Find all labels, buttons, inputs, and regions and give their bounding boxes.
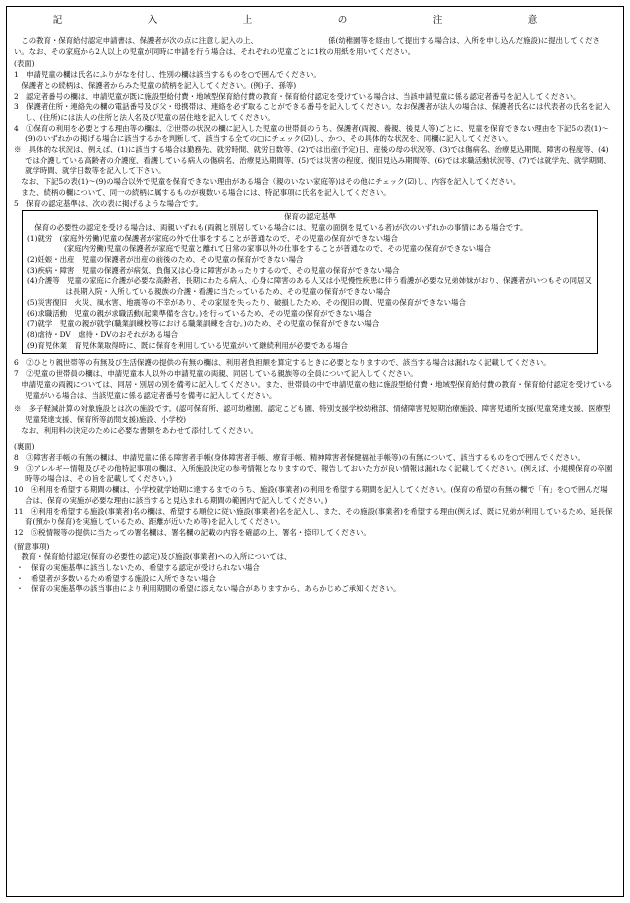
note-item-6: 6 ②ひとり親世帯等の有無及び生活保護の提供の有無の欄は、利用者負担額を算定するときに必要となりますので、該当する場合は漏れなく記載してください。 — [14, 358, 551, 368]
criteria-row-1b: (家庭内労働)児童の保護者が家庭で児童と離れて日常の家事以外の仕事をすることが普通なので、その児童の保育ができない場合 — [27, 244, 491, 254]
caution-item-3: ・ 保育の実施基準の該当事由により利用期間の希望に添えない場合がありますから、あらかじめご承知ください。 — [16, 584, 401, 594]
criteria-row-9: (9)育児休業 育児休業取得時に、既に保育を利用している児童がいて継続利用が必要である場合 — [27, 340, 348, 350]
criteria-lead: 保育の必要性の認定を受ける場合は、両親いずれも(両親と別居している場合には、児童の面倒を見ている者)が次のいずれかの事情にある場合です。 — [34, 222, 528, 232]
criteria-row-4: (4)介護等 児童の家庭に介護が必要な高齢者、長期にわたる病人、心身に障害のある人又は小児慢性疾患に伴う看護が必要な兄弟姉妹がおり、保護者がいつもその同居又は長期入院・入所している親族の介護・看護に当たっているため、その児童の保育ができない場合 — [27, 276, 592, 297]
criteria-table-title: 保育の認定基準 — [284, 212, 336, 222]
note-item-1: 1 申請児童の欄は氏名にふりがなを付し、性別の欄は該当するものを○で囲んでください。 — [14, 70, 321, 80]
multi-child-note-sub: なお、利用料の決定のために必要な書類をあわせて添付してください。 — [14, 425, 258, 435]
criteria-row-7: (7)就学 児童の親が就学(職業訓練校等における職業訓練を含む。)のため、その児童の保育ができない場合 — [27, 319, 380, 329]
note-item-4-relation: また、続柄の欄について、同一の続柄に属するものが複数いる場合には、特記事項に氏名を記入してください。 — [14, 187, 391, 197]
criteria-row-3: (3)疾病・障害 児童の保護者が病気、負傷又は心身に障害があったりするので、その児童の保育ができない場合 — [27, 265, 400, 275]
note-item-4-other: なお、下記5の表(1)～(9)の場合以外で児童を保育できない理由がある場合（親のいない家庭等)はその他にチェック(☑)し、内容を記入してください。 — [14, 177, 521, 187]
note-item-10: 10 ④利用を希望する期間の欄は、小学校就学始期に達するまでのうち、施設(事業者)の利用を希望する期間を記入してください。(保育の希望の有無の欄で「有」を○で囲んだ場合は、保育の実施が必要な理由に該当すると見込まれる期間の範囲内で記入してください。) — [14, 485, 608, 505]
caution-lead: 教育・保育給付認定(保育の必要性の認定)及び施設(事業者)への入所については、 — [14, 552, 292, 562]
front-section-label: (表面) — [14, 59, 35, 69]
note-item-8: 8 ③障害者手帳の有無の欄は、申請児童に係る障害者手帳(身体障害者手帳、療育手帳、精神障害者保健福祉手帳等)の有無について、該当するものを○で囲んでください。 — [14, 453, 585, 463]
criteria-row-8: (8)虐待・DV 虐待・DVのおそれがある場合 — [27, 329, 178, 339]
criteria-row-1a: (1)就労 (家庭外労働)児童の保護者が家庭の外で仕事をすることが普通なので、その児童の保育ができない場合 — [27, 233, 398, 243]
note-item-11: 11 ④利用を希望する施設(事業者)名の欄は、希望する順位に従い施設(事業者)名を記入し、また、その施設(事業者)を希望する理由(例えば、既に兄弟が利用しているため、延長保育(預かり保育)を実施しているため、距離が近いため等)を記入してください。 — [14, 506, 613, 527]
note-item-7-sub: 申請児童の両親については、同居・別居の別を備考に記入してください。また、世帯員の中で申請児童の他に施設型給付費・地域型保育給付費の教育・保育給付認定を受けている児童がいる場合は、当該児童に係る認定者番号を備考に記入してください。 — [14, 379, 613, 400]
intro-paragraph: この教育・保育給付認定申請書は、保護者が次の点に注意し記入の上、 係(幼稚園等を経由して提出する場合は、入所を申し込んだ施設)に提出してください。なお、その家庭から2人以上の児童が同時に申請を行う場合は、それぞれの児童ごとに1枚の用紙を用いてください。 — [14, 36, 600, 56]
note-item-12: 12 ⑤税情報等の提供に当たっての署名欄は、署名欄の記載の内容を確認の上、署名・捺印してください。 — [14, 527, 371, 537]
note-item-7: 7 ②児童の世帯員の欄は、申請児童本人以外の申請児童の両親、同居している親族等の全員について記入してください。 — [14, 369, 418, 379]
instructions-content — [14, 12, 614, 595]
caution-label: (留意事項) — [14, 541, 50, 551]
multi-child-note: ※ 多子軽減計算の対象施設とは次の施設です。(認可保育所、認可幼稚園、認定こども園、特別支援学校幼稚部、情緒障害児短期治療施設、障害児通所支援(児童発達支援、医療型児童発達支援、保育所等訪問支援)施設、小学校) — [14, 404, 611, 424]
note-item-5: 5 保育の認定基準は、次の表に掲げるような場合です。 — [14, 198, 203, 208]
criteria-row-6: (6)求職活動 児童の親が求職活動(起業準備を含む。)を行っているため、その児童の保育ができない場合 — [27, 308, 372, 318]
caution-item-1: ・ 保育の実施基準に該当しないため、希望する認定が受けられない場合 — [16, 563, 260, 573]
note-item-4-remark: ※ 具体的な状況は、例えば、(1)に該当する場合は勤務先、就労時間、就労日数等、(2)では出産(予定)日、産後の母の状況等、(3)では傷病名、治療見込期間、障害の程度等、(4)では介護している高齢者の介護度、看護している病人の傷病名、治療見込期間等、(5)では災害の程度、復旧見込み期間等、(6)では求職活動状況等、(7)では就学先、就学期間、就学時間、就学日数等を記入して下さい。 — [14, 145, 611, 176]
caution-item-2: ・ 希望者が多数いるため希望する施設に入所できない場合 — [16, 573, 216, 583]
note-item-3: 3 保護者住所・連絡先の欄の電話番号及び父・母携帯は、連絡を必ず取ることができる番号を記入してください。なお保護者が法人の場合は、保護者氏名には代表者の氏名を記入し、(住所)には法人の住所と法人名及び児童の居住地を記入してください。 — [14, 102, 610, 122]
note-item-1-sub: 保護者との続柄は、保護者からみた児童の続柄を記入してください。(例)子、孫等) — [14, 80, 297, 90]
note-item-9: 9 ③アレルギー情報及びその他特記事項の欄は、入所施設決定の参考情報となりますので、報告しておいた方が良い情報は漏れなく記載してください。(例えば、小規模保育の卒園時等の場合は、その旨を記載してください。) — [14, 463, 613, 484]
note-item-4: 4 ①保育の利用を必要とする理由等の欄は、②世帯の状況の欄に記入した児童の世帯員のうち、保護者(両親、養親、後見人等)ごとに、児童を保育できない理由を下記5の表(1)～(9)のいずれかの掲げる場合に該当するかを判断して、該当する全ての□にチェック(☑)し、かつ、その具体的な状況を、同欄に記入してください。 — [14, 123, 609, 144]
page-title: 記 入 上 の 注 意 — [52, 15, 576, 26]
criteria-row-5: (5)災害復旧 火災、風水害、地震等の不幸があり、その家屋を失ったり、破損したため、その復旧の間、児童の保育ができない場合 — [27, 297, 466, 307]
criteria-table — [22, 210, 598, 354]
criteria-row-2: (2)妊娠・出産 児童の保護者が出産の前後のため、その児童の保育ができない場合 — [27, 255, 304, 265]
note-item-2: 2 認定者番号の欄は、申請児童が既に施設型給付費・地域型保育給付費の教育・保育給付認定を受けている場合は、当該申請児童に係る認定者番号を記入してください。 — [14, 91, 581, 101]
back-section-label: (裏面) — [14, 442, 35, 452]
